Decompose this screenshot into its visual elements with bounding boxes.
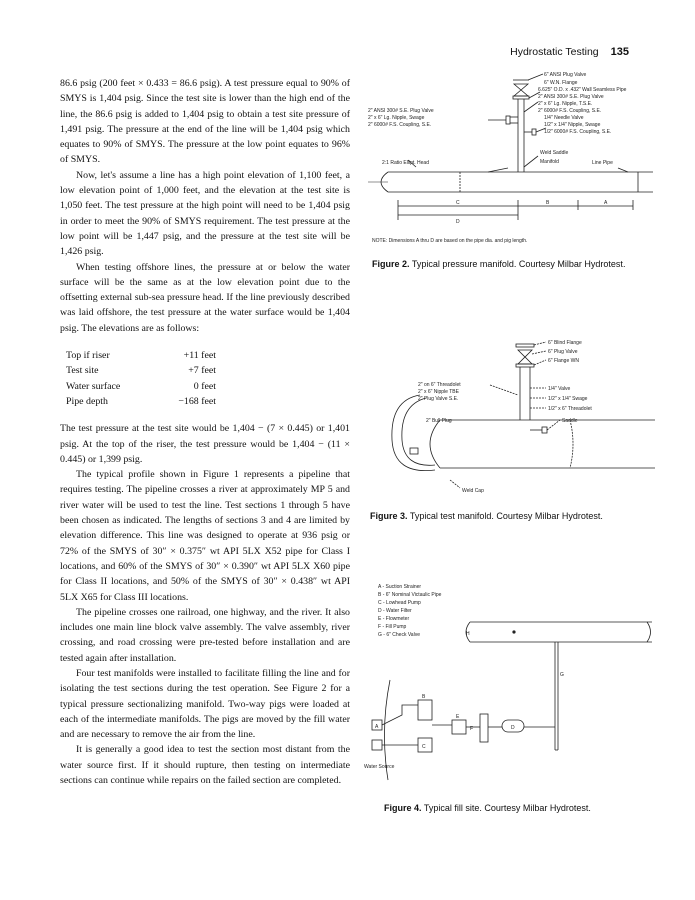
fig4-water-source: Water Source [364,764,395,770]
paragraph: The pipeline crosses one railroad, one highway, and the river. It also includes one main line block valve assembly. The valve assembly, river crossing, and road crossing were pre-tested before installation and are tested again after installation. [60,606,350,664]
body-text-column [60,76,350,788]
dim-d: D [456,219,460,225]
paragraph: The typical profile shown in Figure 1 represents a pipeline that requires testing. The pipeline crosses a river at approximately MP 5 and river water will be used to test the line. Test sections 1 through 5 have been chosen as indicated. The lengths of sections 3 and 4 are limited by elevation difference. This line was designed to operate at 936 psig or 72% of the SMYS of 30″ × 0.375″ wt API 5LX X52 pipe for Class I locations, and 60% of the SMYS of 30″ × 0.390″ wt API 5LX X60 pipe for Class II locations, and 50% of the SMYS of 30″ × 0.438″ wt API 5LX X65 for Class III locations. [60,469,350,603]
fig3-label: 1/4" Valve [548,386,571,392]
fig4-letter-c: C [422,744,426,750]
weld-cap [430,420,440,468]
fig4-legend: B - 6" Nominal Victaulic Pipe [378,592,442,598]
fig3-label: 1/2" x 1/4" Swage [548,396,588,402]
running-head-title: Hydrostatic Testing [510,46,599,58]
fig2-manifold-label: Manifold [540,159,559,165]
blind-flange [516,344,534,347]
caption-label: Figure 3. [370,511,408,521]
victaulic-pipe [418,700,432,720]
fig2-label: 6.625" O.D. x .432" Wall Seamless Pipe [538,87,627,93]
fig3-label: 2" Plug Valve S.E. [418,396,459,402]
caption-label: Figure 2. [372,259,410,269]
caption-label: Figure 4. [384,803,422,813]
elevation-list [66,348,216,409]
fig2-label: 6" ANSI Plug Valve [544,72,587,78]
fig2-label: Weld Saddle [540,150,569,156]
fig4-legend: E - Flowmeter [378,616,410,622]
fig4-legend: F - Fill Pump [378,624,407,630]
fig3-label: 1/2" x 6" Threadolet [548,406,592,412]
elevation-value: +7 feet [188,365,216,377]
figure-2-caption [372,258,652,270]
paragraph: It is generally a good idea to test the section most distant from the water source first. If it should rupture, then testing on intermediate sections can continue while repairs on the failed section are completed. [60,744,350,787]
fig3-label: 2" Bull Plug [426,418,452,424]
fig4-letter-a: A [375,724,379,730]
dim-a: A [604,200,608,206]
fig3-label: 2" on 6" Threadolet [418,382,461,388]
elevation-value: +11 feet [183,350,216,362]
fig4-letter-f: F [470,726,474,732]
fig2-line-pipe-label: Line Pipe [592,160,613,166]
fig2-label: 1/2" x 1/4" Nipple, Swage [544,122,601,128]
elevation-label: Water surface [66,380,121,392]
fig3-label: 6" Plug Valve [548,349,578,355]
running-head [510,46,629,58]
paragraph: Four test manifolds were installed to facilitate filling the line and for isolating the test sections during the test operation. See Figure 2 for a typical pressure sectionalizing manifold. Two-way pigs were loaded at each of the intermediate manifolds. The pigs are moved by the fill water and are necessary to remove the air from the line. [60,667,350,741]
plug-valve-icon [514,84,528,90]
fig4-legend: A - Suction Strainer [378,584,422,590]
fig2-head-label: 2:1 Ratio Ellipt. Head [382,160,429,166]
elevation-row [66,348,216,363]
page-number: 135 [610,46,629,58]
fig2-label: 2" 6000# F.S. Coupling, S.E. [368,122,432,128]
fig4-letter-e: E [456,714,460,720]
fig4-letter-b: B [422,694,426,700]
figure-3-diagram [380,340,660,500]
fill-pump [480,714,488,742]
fig2-label: 2" ANSI 300# S.E. Plug Valve [368,108,434,114]
dim-c: C [456,200,460,206]
elevation-value: 0 feet [193,380,216,392]
fig3-label: 2" x 6" Nipple TBE [418,389,459,395]
fig4-legend: D - Water Filter [378,608,412,614]
fig2-note: NOTE: Dimensions A thru D are based on the pipe dia. and pig length. [372,238,528,244]
figure-2-diagram [368,72,658,252]
paragraph: The test pressure at the test site would be 1,404 − (7 × 0.445) or 1,401 psig. At the top of the riser, the test pressure would be 1,404 − (11 × 0.445) or 1,399 psig. [60,423,350,465]
flowmeter [452,720,466,734]
caption-text: Typical test manifold. Courtesy Milbar Hydrotest. [409,511,603,521]
elevation-label: Pipe depth [66,395,108,407]
fig2-label: 1/4" Needle Valve [544,115,584,121]
elevation-label: Top if riser [66,350,110,362]
fig4-legend: C - Lowhead Pump [378,600,421,606]
elevation-label: Test site [66,365,99,377]
fig3-label: 6" Flange WN [548,358,579,364]
fig3-label: Saddle [562,418,578,424]
paragraph: Now, let's assume a line has a high point elevation of 1,100 feet, a low elevation point of 1,000 feet, and the elevation at the test site is 1,050 feet. The test pressure at the high point will need to be 1,404 psig in order to meet the 90% of SMYS requirement. The test pressure at the low point will be 1,447 psig, and the pressure at the test site will be 1,426 psig. [60,169,350,258]
elevation-value: −168 feet [178,395,216,407]
caption-text: Typical pressure manifold. Courtesy Milbar Hydrotest. [411,259,626,269]
fig2-label: 2" x 6" Lg. Nipple, Swage [368,115,425,121]
caption-text: Typical fill site. Courtesy Milbar Hydrotest. [423,803,591,813]
fig2-label: 2" ANSI 300# S.E. Plug Valve [538,94,604,100]
paragraph: 86.6 psig (200 feet × 0.433 = 86.6 psig). A test pressure equal to 90% of SMYS is 1,404 psig. Since the test site is lower than the high end of the line, the 86.6 psig is added to 1,404 psig to obtain a test site pressure of 1,491 psig. The pressure at the end of the line will be 1,404 psig which equates to 90% of SMYS. The pressure at the low point equates to 96% of SMYS. [60,78,350,166]
plug-valve-icon [518,350,532,357]
fig3-label: 6" Blind Flange [548,340,582,346]
fig3-weld-cap: Weld Cap [462,488,484,494]
fig2-label: 6" W.N. Flange [544,80,578,86]
flange [513,96,529,99]
elevation-row [66,379,216,394]
fig4-legend: G - 6" Check Valve [378,632,420,638]
fig2-label: 2" 6000# F.S. Coupling, S.E. [538,108,602,114]
fig4-letter-g: G [560,672,564,678]
figure-3-caption [370,510,660,522]
bypass-hose [392,395,435,471]
elevation-row [66,363,216,378]
paragraph: When testing offshore lines, the pressure at or below the water surface will be the same as at the low elevation point due to the offsetting external sub-sea pressure head. If the line previously described was laid offshore, the test pressure at the water surface would be 1,404 psig. The elevations are as follows: [60,261,350,334]
fig2-label: 2" x 6" Lg. Nipple, T.S.E. [538,101,593,107]
figure-4-caption [384,802,664,814]
fig2-label: 1/2" 6000# F.S. Coupling, S.E. [544,129,612,135]
dim-b: B [546,200,550,206]
fig4-letter-d: D [511,725,515,731]
elevation-row [66,394,216,409]
figure-4-diagram [362,580,662,800]
lowhead-pump [372,740,382,750]
fig4-letter-h: H [466,631,470,637]
